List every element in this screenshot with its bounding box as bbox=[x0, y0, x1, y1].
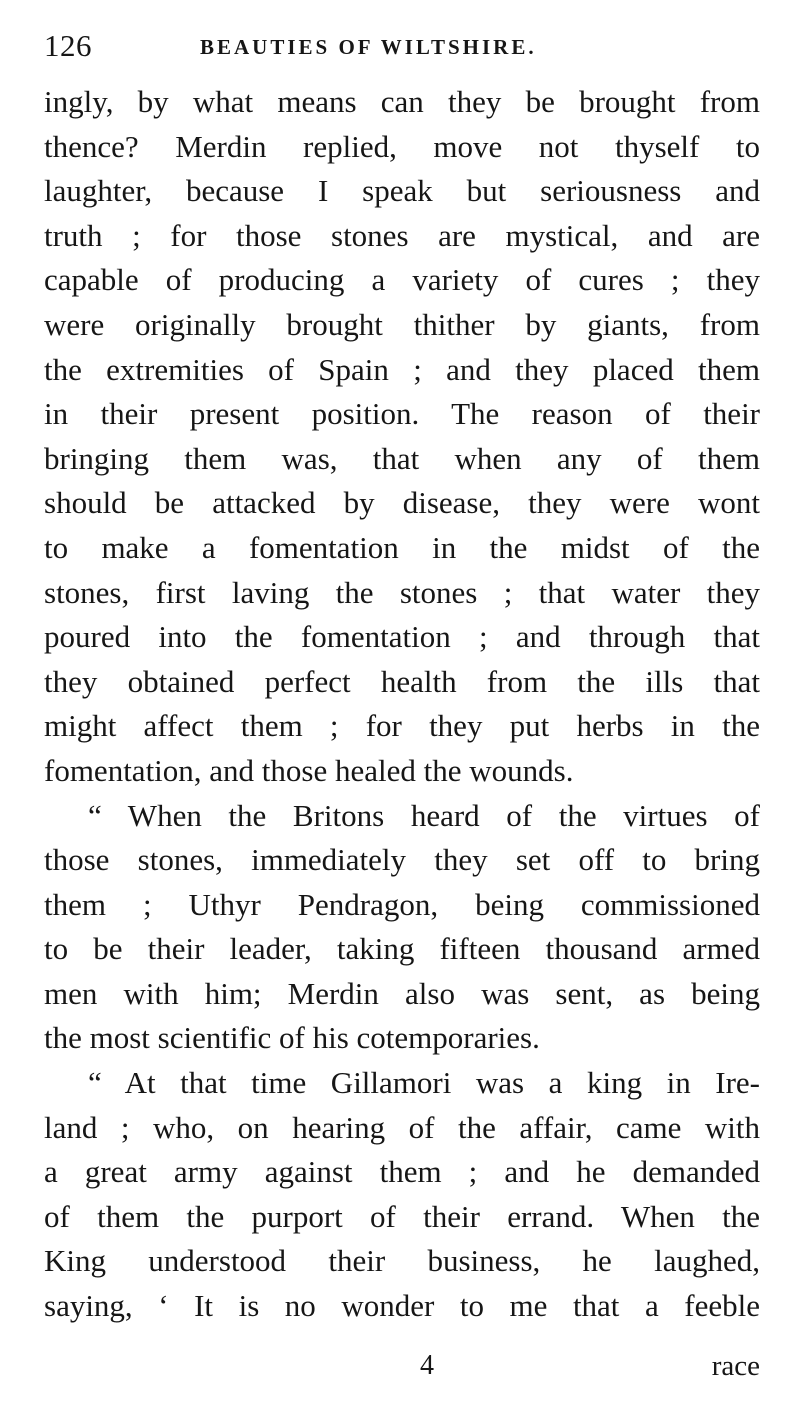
running-title: BEAUTIES OF WILTSHIRE. bbox=[200, 35, 537, 59]
text-line: capable of producing a variety of cures ; they bbox=[44, 262, 760, 298]
text-line: poured into the fomentation ; and through that bbox=[44, 619, 760, 655]
text-line: in their present position. The reason of their bbox=[44, 396, 760, 432]
text-line: saying, ‘ It is no wonder to me that a feeble bbox=[44, 1288, 760, 1324]
text-line: laughter, because I speak but seriousness and bbox=[44, 173, 760, 209]
text-line: those stones, immediately they set off to bring bbox=[44, 842, 760, 878]
text-line: King understood their business, he laughed, bbox=[44, 1243, 760, 1279]
text-line: might affect them ; for they put herbs in the bbox=[44, 708, 760, 744]
text-line: bringing them was, that when any of them bbox=[44, 440, 760, 476]
text-line: the extremities of Spain ; and they placed them bbox=[44, 351, 760, 387]
text-line: a great army against them ; and he demanded bbox=[44, 1154, 760, 1190]
text-line: should be attacked by disease, they were wont bbox=[44, 485, 760, 521]
text-line: “ When the Britons heard of the virtues of bbox=[88, 797, 760, 833]
text-line: to be their leader, taking fifteen thousand armed bbox=[44, 931, 760, 967]
page-footer bbox=[44, 1344, 760, 1388]
text-line: of them the purport of their errand. When the bbox=[44, 1198, 760, 1234]
running-head bbox=[44, 26, 764, 66]
text-line: truth ; for those stones are mystical, and are bbox=[44, 217, 760, 253]
text-line: men with him; Merdin also was sent, as being bbox=[44, 975, 760, 1011]
text-line: stones, first laving the stones ; that water they bbox=[44, 574, 760, 610]
page-number: 126 bbox=[44, 28, 92, 63]
text-line: ingly, by what means can they be brought from bbox=[44, 84, 760, 119]
text-line: “ At that time Gillamori was a king in Ire- bbox=[88, 1065, 760, 1101]
signature-mark: 4 bbox=[420, 1350, 434, 1381]
text-line: the most scientific of his cotemporaries. bbox=[44, 1020, 540, 1056]
text-line: to make a fomentation in the midst of the bbox=[44, 529, 760, 565]
text-line: thence? Merdin replied, move not thyself to bbox=[44, 128, 760, 164]
text-line: them ; Uthyr Pendragon, being commissioned bbox=[44, 886, 760, 922]
catchword: race bbox=[711, 1350, 760, 1382]
text-line: land ; who, on hearing of the affair, came with bbox=[44, 1109, 760, 1145]
text-line: fomentation, and those healed the wounds. bbox=[44, 752, 574, 788]
text-line: were originally brought thither by giants, from bbox=[44, 306, 760, 342]
text-line: they obtained perfect health from the ills that bbox=[44, 663, 760, 699]
body-text bbox=[44, 80, 760, 1329]
